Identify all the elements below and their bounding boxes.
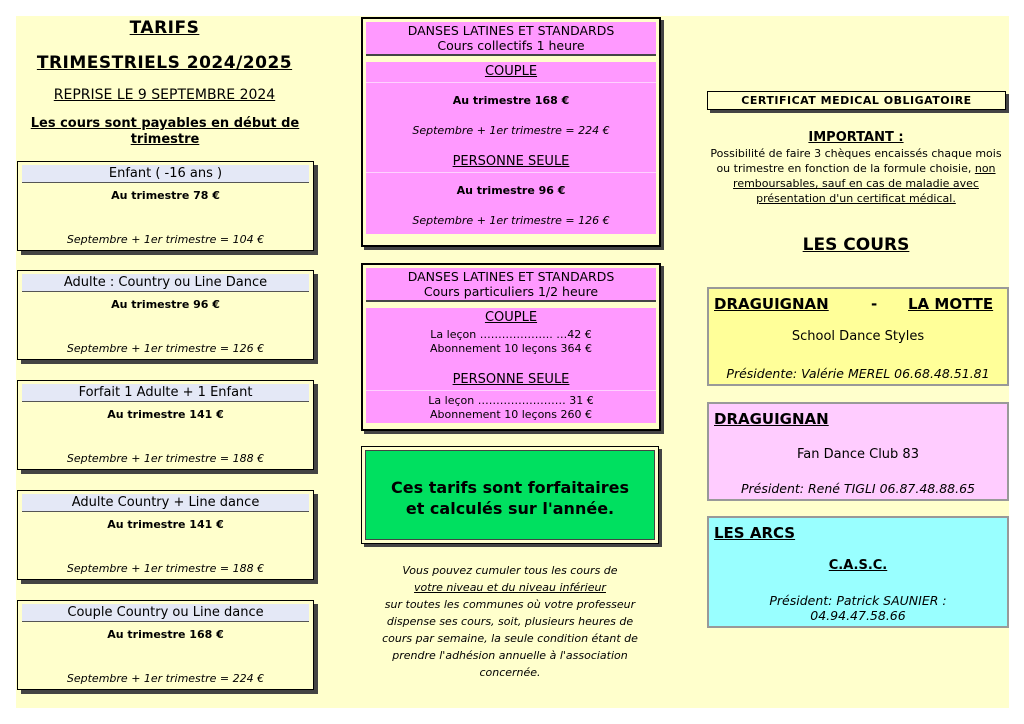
payable-note-text: Les cours sont payables en début de trimestre xyxy=(30,116,300,147)
club-name: C.A.S.C. xyxy=(828,558,888,573)
club-city xyxy=(714,295,999,313)
club-city: LES ARCS xyxy=(714,524,796,542)
collectifs-couple-label: COUPLE xyxy=(484,64,538,79)
certificat-banner: CERTIFICAT MEDICAL OBLIGATOIRE xyxy=(707,91,1006,110)
forfait-note-line1: Ces tarifs sont forfaitaires xyxy=(391,478,629,497)
collectifs-title1: DANSES LATINES ET STANDARDS xyxy=(407,23,615,38)
particuliers-seule-lecon: La leçon …………………… 31 € xyxy=(428,394,594,407)
cumul-line: cours par semaine, la seule condition étant de xyxy=(382,632,638,645)
cumul-line: prendre l'adhésion annuelle à l'association xyxy=(392,649,628,662)
forfait-note-line2: et calculés sur l'année. xyxy=(405,499,615,518)
tarif-box-title: Adulte Country + Line dance xyxy=(22,494,309,512)
forfait-note-box xyxy=(361,446,659,544)
tarif-box-sept: Septembre + 1er trimestre = 126 € xyxy=(66,342,265,355)
club-president: Président: Patrick SAUNIER : xyxy=(769,593,947,608)
reprise-date: REPRISE LE 9 SEPTEMBRE 2024 xyxy=(53,87,276,103)
forfait-note-fill xyxy=(365,450,655,540)
tarif-box-price: Au trimestre 78 € xyxy=(111,189,220,202)
important-text-part2: non remboursables, sauf en cas de maladie avec présentation d'un certificat médical. xyxy=(733,162,996,205)
collectifs-content xyxy=(366,62,656,234)
tarif-box-price: Au trimestre 141 € xyxy=(107,518,224,531)
club-city-name: DRAGUIGNAN xyxy=(714,295,829,313)
particuliers-couple-abo: Abonnement 10 leçons 364 € xyxy=(430,342,592,355)
club-box-draguignan xyxy=(707,402,1009,501)
particuliers-title1: DANSES LATINES ET STANDARDS xyxy=(407,269,615,284)
row-divider xyxy=(366,82,656,83)
club-president: Président: René TIGLI 06.87.48.88.65 xyxy=(740,481,975,496)
particuliers-content xyxy=(366,308,656,423)
club-box-les-arcs xyxy=(707,516,1009,628)
collectifs-seule-label: PERSONNE SEULE xyxy=(452,154,570,169)
club-name: School Dance Styles xyxy=(791,329,925,344)
tarif-box-title: Forfait 1 Adulte + 1 Enfant xyxy=(22,384,309,402)
tarif-box-price: Au trimestre 141 € xyxy=(107,408,224,421)
tarif-box-enfant xyxy=(17,161,314,251)
particuliers-title2: Cours particuliers 1/2 heure xyxy=(423,284,599,299)
title-trimestriels xyxy=(17,53,312,73)
tarif-box-title: Enfant ( -16 ans ) xyxy=(22,165,309,183)
forfait-note-text xyxy=(366,477,654,519)
tarif-box-adulte xyxy=(17,270,314,360)
collectifs-seule-sept: Septembre + 1er trimestre = 126 € xyxy=(412,214,610,227)
important-text-part1: Possibilité de faire 3 chèques encaissés chaque mois ou trimestre en fonction de la formule choisie, xyxy=(710,147,1002,175)
tarif-box-sept: Septembre + 1er trimestre = 104 € xyxy=(66,233,265,246)
cumul-line: dispense ses cours, soit, plusieurs heures de xyxy=(386,615,634,628)
collectifs-box xyxy=(361,17,661,247)
title-tarifs: TARIFS xyxy=(129,18,200,38)
cumul-note xyxy=(355,562,665,681)
tarif-box-forfait xyxy=(17,380,314,470)
particuliers-header xyxy=(366,268,656,302)
important-title: IMPORTANT : xyxy=(808,130,904,145)
collectifs-couple-sept: Septembre + 1er trimestre = 224 € xyxy=(412,124,610,137)
tarif-box-adulte-country-line xyxy=(17,490,314,580)
tarif-box-price: Au trimestre 168 € xyxy=(107,628,224,641)
tarif-box-title: Couple Country ou Line dance xyxy=(22,604,309,622)
collectifs-couple-price: Au trimestre 168 € xyxy=(452,94,570,107)
particuliers-couple-lecon: La leçon ……………….. …42 € xyxy=(430,328,592,341)
particuliers-couple-label: COUPLE xyxy=(484,310,538,325)
club-name: Fan Dance Club 83 xyxy=(797,447,919,462)
cumul-line: Vous pouvez cumuler tous les cours de xyxy=(402,564,618,577)
row-divider xyxy=(366,390,656,391)
tarif-box-price: Au trimestre 96 € xyxy=(111,298,220,311)
important-text xyxy=(707,146,1005,206)
club-phone: 04.94.47.58.66 xyxy=(810,608,906,623)
collectifs-title2: Cours collectifs 1 heure xyxy=(437,38,585,53)
cumul-line: votre niveau et du niveau inférieur xyxy=(414,581,606,594)
club-city-dash: - xyxy=(871,295,878,313)
club-president: Présidente: Valérie MEREL 06.68.48.51.81 xyxy=(726,366,990,381)
particuliers-seule-label: PERSONNE SEULE xyxy=(452,372,570,387)
tarif-box-sept: Septembre + 1er trimestre = 224 € xyxy=(66,672,265,685)
collectifs-seule-price: Au trimestre 96 € xyxy=(456,184,566,197)
tarif-box-sept: Septembre + 1er trimestre = 188 € xyxy=(66,452,265,465)
collectifs-header xyxy=(366,22,656,56)
particuliers-box xyxy=(361,263,661,431)
title-trimestriels-text: TRIMESTRIELS 2024/2025 xyxy=(36,53,293,73)
tarif-box-sept: Septembre + 1er trimestre = 188 € xyxy=(66,562,265,575)
club-box-draguignan-la-motte xyxy=(707,287,1009,386)
les-cours-title: LES COURS xyxy=(802,235,910,255)
tarif-box-title: Adulte : Country ou Line Dance xyxy=(22,274,309,292)
club-city: DRAGUIGNAN xyxy=(714,410,829,428)
club-city-name2: LA MOTTE xyxy=(908,295,994,313)
particuliers-seule-abo: Abonnement 10 leçons 260 € xyxy=(430,408,592,421)
row-divider xyxy=(366,172,656,173)
payable-note xyxy=(25,116,305,148)
cumul-line: sur toutes les communes où votre professeur xyxy=(384,598,636,611)
cumul-line: concernée. xyxy=(479,666,541,679)
tarif-box-couple xyxy=(17,600,314,690)
